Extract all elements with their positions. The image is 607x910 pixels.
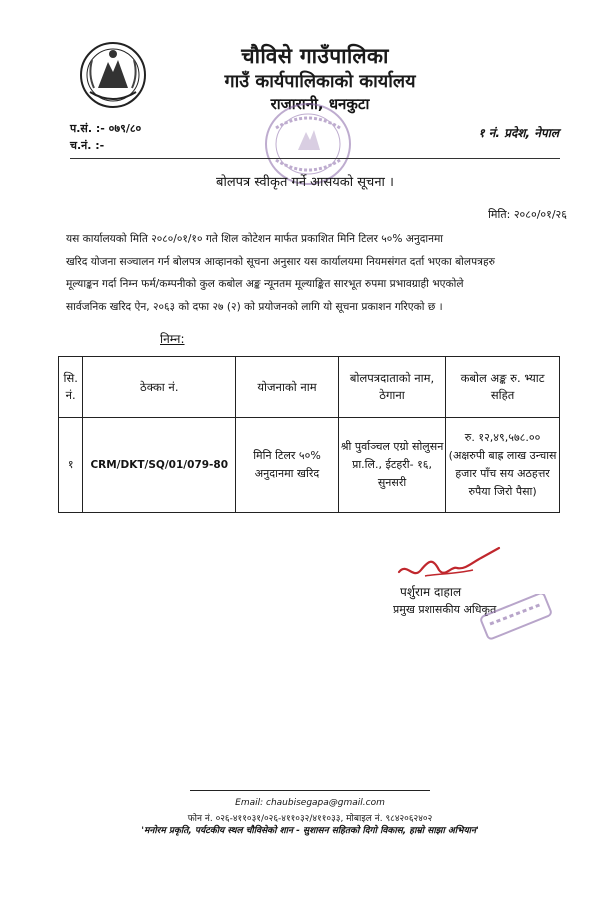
table-row [59,418,560,513]
notice-body-line: सार्वजनिक खरिद ऐन, २०६३ को दफा २७ (२) को प्रयोजनको लागि यो सूचना प्रकाशन गरिएको छ । [66,300,443,313]
nepal-government-emblem-icon [78,40,148,110]
col-header-amount: कबोल अङ्क रु. भ्याट सहित [446,357,560,418]
amount-figure: रु. १२,४९,५७८.०० [464,431,541,444]
cell-amount [446,418,560,513]
cell-sn: १ [59,418,83,513]
signatory-name: पर्शुराम दाहाल [400,585,462,599]
notice-body-line: यस कार्यालयको मिति २०८०/०१/१० गते शिल कोटेशन मार्फत प्रकाशित मिनि टिलर ५०% अनुदानमा [66,233,444,245]
letter-ref-number: प.सं. :- ०७९/८० [70,122,142,135]
col-header-sn: सि. नं. [59,357,83,418]
cell-contract-no: CRM/DKT/SQ/01/079-80 [83,418,236,513]
header-divider [70,158,560,159]
cell-project: मिनि टिलर ५०% अनुदानमा खरिद [236,418,339,513]
cell-bidder: श्री पुर्वाञ्चल एग्रो सोलुसन प्रा.लि., ईटहरी- १६, सुनसरी [338,418,445,513]
amount-in-words: (अक्षरुपी बाह्र लाख उन्चास हजार पाँच सय अठहत्तर रुपैया जिरो पैसा) [448,449,557,498]
notice-body [66,228,562,318]
notice-title: बोलपत्र स्वीकृत गर्ने आसयको सूचना । [216,175,394,190]
footer-phone: फोन नं. ०२६-४११०३१/०२६-४११०३२/४११०३३, मोबाइल नं. ९८४२०६२४०२ [187,814,433,824]
province-label: १ नं. प्रदेश, नेपाल [478,126,559,140]
notice-date: मिति: २०८०/०१/२६ [488,208,567,221]
table-header-row [59,357,560,418]
col-header-bidder: बोलपत्रदाताको नाम, ठेगाना [338,357,445,418]
notice-body-line: खरिद योजना सञ्चालन गर्न बोलपत्र आव्हानको सूचना अनुसार यस कार्यालयमा नियमसंगत दर्ता भएका बोलपत्रहरु [66,255,495,268]
bid-table [58,356,560,513]
col-header-contract: ठेक्का नं. [83,357,236,418]
signatory-title: प्रमुख प्रशासकीय अधिकृत [393,603,497,616]
dispatch-number: च.नं. :- [70,139,105,152]
office-address: राजारानी, धनकुटा [270,95,370,113]
notice-body-line: मूल्याङ्कन गर्दा निम्न फर्म/कम्पनीको कुल कबोल अङ्क न्यूनतम मूल्याङ्कित सारभूत रुपमा प्रभावग्राही भएकोले [66,278,464,290]
org-name: चौविसे गाउँपालिका [241,44,389,68]
office-name: गाउँ कार्यपालिकाको कार्यालय [224,71,416,92]
table-intro-label: निम्न: [160,332,185,346]
footer-slogan: 'मनोरम प्रकृति, पर्यटकीय स्थल चौविसेको शान - सुशासन सहितको दिगो विकास, हाम्रो साझा अभियान' [141,826,479,836]
footer-email: Email: chaubisegapa@gmail.com [235,798,385,808]
footer-divider [190,790,430,791]
col-header-project: योजनाको नाम [236,357,339,418]
signature-icon [395,540,505,588]
designation-stamp-icon [476,594,556,644]
